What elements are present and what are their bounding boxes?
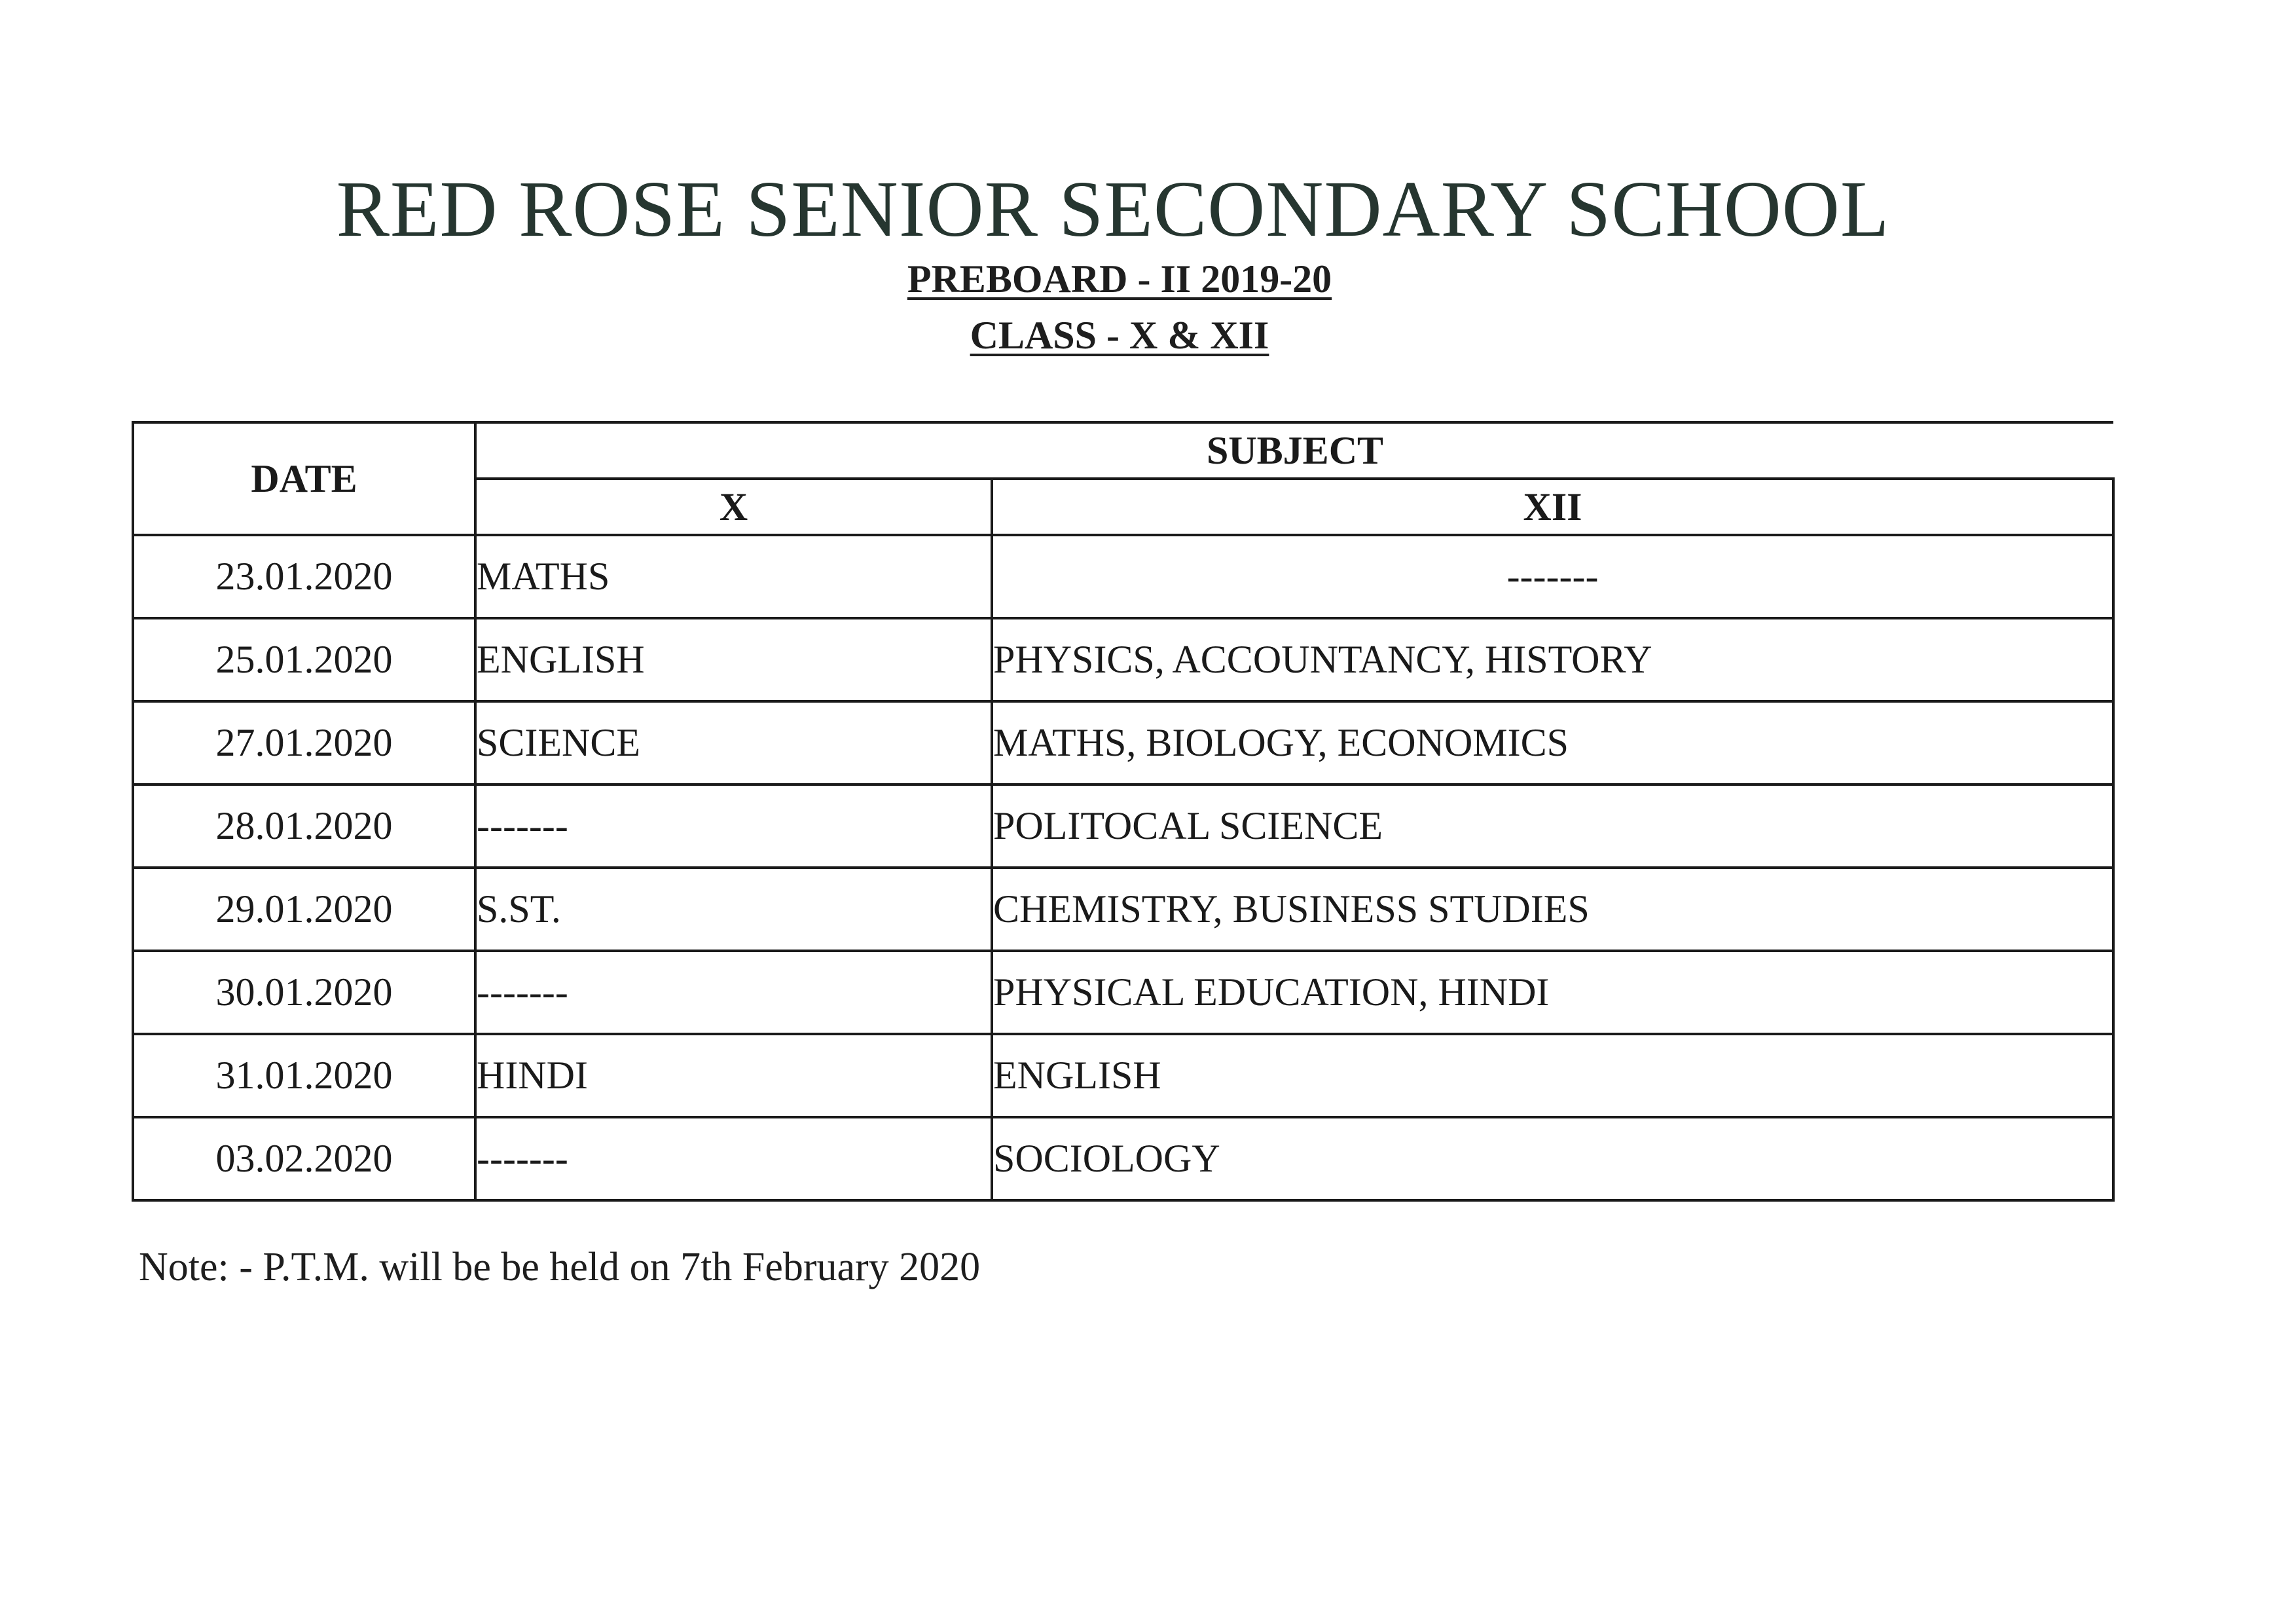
class-xii-subject-cell: POLITOCAL SCIENCE xyxy=(992,784,2113,868)
class-xii-subject-cell: MATHS, BIOLOGY, ECONOMICS xyxy=(992,701,2113,784)
class-x-subject-cell: ------- xyxy=(475,951,992,1034)
class-x-subject-cell: HINDI xyxy=(475,1034,992,1117)
date-column-header: DATE xyxy=(133,422,475,535)
table-row xyxy=(133,1034,2113,1117)
date-cell: 29.01.2020 xyxy=(133,868,475,951)
table-row xyxy=(133,868,2113,951)
table-row xyxy=(133,535,2113,618)
date-cell: 27.01.2020 xyxy=(133,701,475,784)
table-row xyxy=(133,701,2113,784)
class-x-subject-cell: ENGLISH xyxy=(475,618,992,701)
date-cell: 25.01.2020 xyxy=(133,618,475,701)
class-xii-subject-cell: ENGLISH xyxy=(992,1034,2113,1117)
class-x-column-header: X xyxy=(475,479,992,535)
class-title: CLASS - X & XII xyxy=(970,314,1269,357)
class-xii-subject-cell: PHYSICAL EDUCATION, HINDI xyxy=(992,951,2113,1034)
ptm-note: Note: - P.T.M. will be be held on 7th February 2020 xyxy=(139,1245,981,1289)
date-cell: 30.01.2020 xyxy=(133,951,475,1034)
table-row xyxy=(133,784,2113,868)
class-xii-column-header: XII xyxy=(992,479,2113,535)
date-cell: 31.01.2020 xyxy=(133,1034,475,1117)
table-header-row xyxy=(133,422,2113,479)
class-x-subject-cell: SCIENCE xyxy=(475,701,992,784)
date-cell: 28.01.2020 xyxy=(133,784,475,868)
class-xii-subject-cell: CHEMISTRY, BUSINESS STUDIES xyxy=(992,868,2113,951)
class-x-subject-cell: ------- xyxy=(475,1117,992,1200)
date-cell: 23.01.2020 xyxy=(133,535,475,618)
table-row xyxy=(133,1117,2113,1200)
class-x-subject-cell: S.ST. xyxy=(475,868,992,951)
subject-column-header: SUBJECT xyxy=(475,422,2113,479)
class-xii-subject-cell: SOCIOLOGY xyxy=(992,1117,2113,1200)
table-row xyxy=(133,951,2113,1034)
class-x-subject-cell: ------- xyxy=(475,784,992,868)
date-cell: 03.02.2020 xyxy=(133,1117,475,1200)
school-name: RED ROSE SENIOR SECONDARY SCHOOL xyxy=(336,165,1890,253)
class-xii-subject-cell: ------- xyxy=(992,535,2113,618)
exam-schedule-table xyxy=(132,421,2115,1202)
class-xii-subject-cell: PHYSICS, ACCOUNTANCY, HISTORY xyxy=(992,618,2113,701)
exam-title: PREBOARD - II 2019-20 xyxy=(907,257,1332,301)
class-x-subject-cell: MATHS xyxy=(475,535,992,618)
table-row xyxy=(133,618,2113,701)
